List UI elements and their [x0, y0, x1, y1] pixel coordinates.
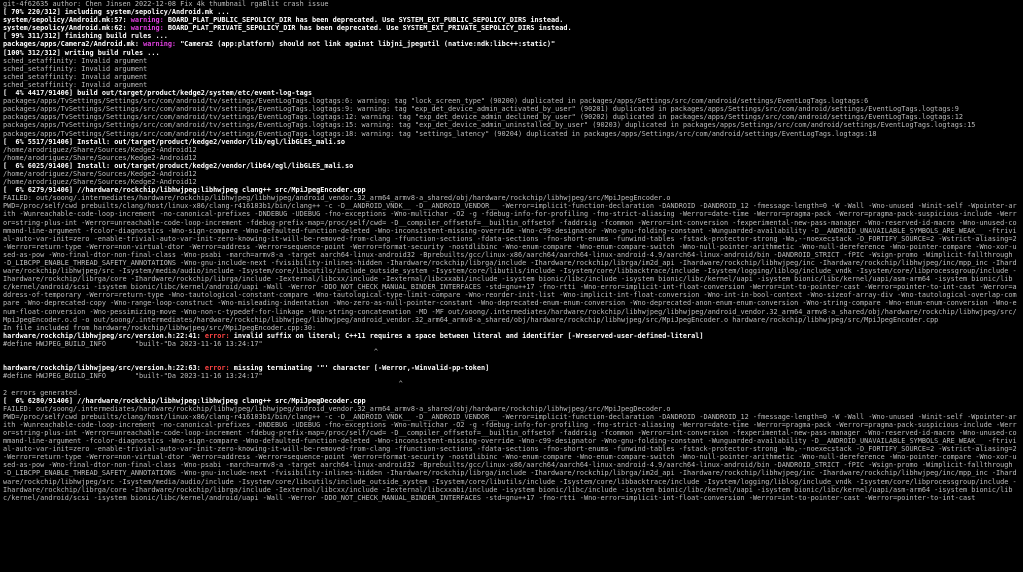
terminal-line — [3, 32, 1019, 40]
error-label: error: — [204, 364, 234, 373]
line-segment: [ 4% 4417/91406] build out/target/product/kedge2/system/etc/event-log-tags — [3, 89, 313, 98]
line-segment: [ 70% 220/312] including system/sepolicy/Android.mk ... — [3, 8, 230, 17]
terminal-line: ^ — [3, 380, 403, 389]
error-label: error: — [204, 331, 234, 340]
terminal-line — [3, 364, 1019, 372]
line-segment: BOARD_PLAT_PUBLIC_SEPOLICY_DIR has been deprecated. Use SYSTEM_EXT_PUBLIC_SEPOLICY_DIRS instead. — [167, 16, 564, 25]
terminal-line: packages/apps/TvSettings/Settings/src/com/android/tv/settings/EventLogTags.logtags:12: warning: tag "exp_det_device_admin_declined_by_user" (90202) duplicated in packages/apps/Settings/src/com/android/settings/EventLogTags.logtags:12 — [3, 113, 964, 122]
terminal-line — [3, 332, 1019, 340]
terminal-line — [3, 138, 1019, 146]
line-segment: BOARD_PLAT_PRIVATE_SEPOLICY_DIR has been deprecated. Use SYSTEM_EXT_PRIVATE_SEPOLICY_DIRS instead. — [167, 24, 572, 33]
terminal-line: ^ — [3, 348, 378, 357]
terminal-line: PWD=/proc/self/cwd prebuilts/clang/host/linux-x86/clang-r416183b1/bin/clang++ -c -D__ANDROID_VNDK__ -D__ANDROID_VENDOR__ -Werror=implicit-function-declaration -DANDROID -DANDROID_12 -fmessage-length=0 -W -Wall -Wno-unused -Winit-self -Wpointer-arith -Wunreachable-code-loop-increment -no-canonical-prefixes -DNDEBUG -UDEBUG -fno-exceptions -Wno-multichar -O2 -g -fdebug-info-for-profiling -fno-strict-aliasing -Werror=date-time -Werror=pragma-pack -Werror=pragma-pack-suspicious-include -Werror=string-plus-int -Werror=unreachable-code-loop-increment -fdebug-prefix-map=/proc/self/cwd= -D__compiler_offsetof=__builtin_offsetof -faddrsig -fcommon -Werror=int-conversion -fexperimental-new-pass-manager -Wno-reserved-id-macro -Wno-unused-command-line-argument -fcolor-diagnostics -Wno-sign-compare -Wno-defaulted-function-deleted -Wno-inconsistent-missing-override -Wno-c99-designator -Wno-gnu-folding-constant -Wunguarded-availability -D__ANDROID_UNAVAILABLE_SYMBOLS_ARE_WEAK__ -ftrivial-auto-var-init=zero -enable-trivial-auto-var-init-zero-knowing-it-will-be-removed-from-clang -ffunction-sections -fdata-sections -fno-short-enums -funwind-tables -fstack-protector-strong -Wa,--noexecstack -D_FORTIFY_SOURCE=2 -Wstrict-aliasing=2 -Werror=return-type -Werror=non-virtual-dtor -Werror=address -Werror=sequence-point -Werror=format-security -nostdlibinc -Wno-enum-compare -Wno-enum-compare-switch -Wno-null-pointer-arithmetic -Wno-null-dereference -Wno-pointer-compare -Wno-xor-used-as-pow -Wno-final-dtor-non-final-class -Wno-psabi -march=armv8-a -target aarch64-linux-android32 -Bprebuilts/gcc/linux-x86/aarch64/aarch64-linux-android-4.9/aarch64-linux-android/bin -DANDROID_STRICT -fPIC -Wsign-promo -Wimplicit-fallthrough -D_LIBCPP_ENABLE_THREAD_SAFETY_ANNOTATIONS -Wno-gnu-include-next -fvisibility-inlines-hidden -Ihardware/rockchip/librga/include -Ihardware/rockchip/librga/im2d_api -Ihardware/rockchip/libhwjpeg/inc -Ihardware/rockchip/libhwjpeg/inc/mpp_inc -Ihardware/rockchip/libhwjpeg/src -Isystem/media/audio/include -Isystem/core/libcutils/include_outside_system -Isystem/core/libutils/include -Isystem/core/libbacktrace/include -Isystem/logging/liblog/include_vndk -Isystem/core/libprocessgroup/include -Ihardware/rockchip/librga/core -Ihardware/rockchip/librga/include -Iexternal/libcxx/include -Iexternal/libcxxabi/include -isystem bionic/libc/include -isystem bionic/libc/kernel/uapi -isystem bionic/libc/kernel/uapi/asm-arm64 -isystem bionic/libc/kernel/android/scsi -isystem bionic/libc/kernel/android/uapi -Wall -Werror -DDO_NOT_CHECK_MANUAL_BINDER_INTERFACES -std=gnu++17 -fno-rtti -Wno-error=implicit-int-float-conversion -Werror=int-to-pointer-cast -Werror=pointer-to-int-cast — [3, 412, 1021, 502]
line-segment: [ 6% 6280/91406] //hardware/rockchip/libhwjpeg:libhwjpeg clang++ src/MpiJpegDecoder.cpp — [3, 396, 366, 405]
terminal-line — [3, 40, 1019, 48]
terminal-line: #define HWJPEG_BUILD_INFO "built-"Da 2023-11-16 13:24:17" — [3, 372, 263, 381]
terminal-line — [3, 49, 1019, 57]
terminal-line — [3, 89, 1019, 97]
line-segment: invalid suffix on literal; C++11 requires a space between literal and identifier [-Wreserved-user-defined-literal] — [233, 331, 704, 340]
line-segment: system/sepolicy/Android.mk:62: — [3, 24, 131, 33]
warning-label: warning: — [130, 24, 168, 33]
terminal-line: packages/apps/TvSettings/Settings/src/com/android/tv/settings/EventLogTags.logtags:6: warning: tag "lock_screen_type" (90200) duplicated in packages/apps/Settings/src/com/android/settings/EventLogTags.logtags:6 — [3, 97, 869, 106]
line-segment: [ 99% 311/312] finishing build rules ... — [3, 32, 168, 41]
terminal-line: /home/arodriguez/Share/Sources/Kedge2-Android12 — [3, 169, 197, 178]
terminal-line: /home/arodriguez/Share/Sources/Kedge2-Android12 — [3, 145, 197, 154]
terminal-line — [3, 186, 1019, 194]
terminal-line: /home/arodriguez/Share/Sources/Kedge2-Android12 — [3, 178, 197, 187]
line-segment: [100% 312/312] writing build rules ... — [3, 48, 160, 57]
terminal-line: sched_setaffinity: Invalid argument — [3, 72, 148, 81]
line-segment: [ 6% 6279/91406] //hardware/rockchip/libhwjpeg:libhwjpeg clang++ src/MpiJpegEncoder.cpp — [3, 186, 366, 195]
line-segment: [ 6% 5517/91406] Install: out/target/product/kedge2/vendor/lib/egl/libGLES_mali.so — [3, 137, 345, 146]
terminal-line: git-4f62635 author: Chen Jinsen 2022-12-08 Fix 4k thumbnail rgaBlit crash issue — [3, 0, 329, 8]
terminal-line: sched_setaffinity: Invalid argument — [3, 64, 148, 73]
terminal-line — [3, 162, 1019, 170]
terminal-line — [3, 397, 1019, 405]
terminal-line: PWD=/proc/self/cwd prebuilts/clang/host/linux-x86/clang-r416183b1/bin/clang++ -c -D__ANDROID_VNDK__ -D__ANDROID_VENDOR__ -Werror=implicit-function-declaration -DANDROID -DANDROID_12 -fmessage-length=0 -W -Wall -Wno-unused -Winit-self -Wpointer-arith -Wunreachable-code-loop-increment -no-canonical-prefixes -DNDEBUG -UDEBUG -fno-exceptions -Wno-multichar -O2 -g -fdebug-info-for-profiling -fno-strict-aliasing -Werror=date-time -Werror=pragma-pack -Werror=pragma-pack-suspicious-include -Werror=string-plus-int -Werror=unreachable-code-loop-increment -fdebug-prefix-map=/proc/self/cwd= -D__compiler_offsetof=__builtin_offsetof -faddrsig -fcommon -Werror=int-conversion -fexperimental-new-pass-manager -Wno-reserved-id-macro -Wno-unused-command-line-argument -fcolor-diagnostics -Wno-sign-compare -Wno-defaulted-function-deleted -Wno-inconsistent-missing-override -Wno-c99-designator -Wno-gnu-folding-constant -Wunguarded-availability -D__ANDROID_UNAVAILABLE_SYMBOLS_ARE_WEAK__ -ftrivial-auto-var-init=zero -enable-trivial-auto-var-init-zero-knowing-it-will-be-removed-from-clang -ffunction-sections -fdata-sections -fno-short-enums -funwind-tables -fstack-protector-strong -Wa,--noexecstack -D_FORTIFY_SOURCE=2 -Wstrict-aliasing=2 -Werror=return-type -Werror=non-virtual-dtor -Werror=address -Werror=sequence-point -Werror=format-security -nostdlibinc -Wno-enum-compare -Wno-enum-compare-switch -Wno-null-pointer-arithmetic -Wno-null-dereference -Wno-pointer-compare -Wno-xor-used-as-pow -Wno-final-dtor-non-final-class -Wno-psabi -march=armv8-a -target aarch64-linux-android32 -Bprebuilts/gcc/linux-x86/aarch64/aarch64-linux-android-4.9/aarch64-linux-android/bin -DANDROID_STRICT -fPIC -Wsign-promo -Wimplicit-fallthrough -D_LIBCPP_ENABLE_THREAD_SAFETY_ANNOTATIONS -Wno-gnu-include-next -fvisibility-inlines-hidden -Ihardware/rockchip/librga/include -Ihardware/rockchip/librga/im2d_api -Ihardware/rockchip/libhwjpeg/inc -Ihardware/rockchip/libhwjpeg/inc/mpp_inc -Ihardware/rockchip/libhwjpeg/src -Isystem/media/audio/include -Isystem/core/libcutils/include_outside_system -Isystem/core/libutils/include -Isystem/core/libbacktrace/include -Isystem/logging/liblog/include_vndk -Isystem/core/libprocessgroup/include -Ihardware/rockchip/librga/core -Ihardware/rockchip/librga/include -Iexternal/libcxx/include -Iexternal/libcxxabi/include -isystem bionic/libc/include -isystem bionic/libc/kernel/uapi -isystem bionic/libc/kernel/uapi/asm-arm64 -isystem bionic/libc/kernel/android/scsi -isystem bionic/libc/kernel/android/uapi -Wall -Werror -DDO_NOT_CHECK_MANUAL_BINDER_INTERFACES -std=gnu++17 -fno-rtti -Wno-error=implicit-int-float-conversion -Werror=int-to-pointer-cast -Werror=pointer-to-int-cast -Werror=address-of-temporary -Werror=return-type -Wno-tautological-constant-compare -Wno-tautological-type-limit-compare -Wno-reorder-init-list -Wno-implicit-int-float-conversion -Wno-int-in-bool-context -Wno-sizeof-array-div -Wno-tautological-overlap-compare -Wno-deprecated-copy -Wno-range-loop-construct -Wno-misleading-indentation -Wno-zero-as-null-pointer-constant -Wno-deprecated-enum-enum-conversion -Wno-deprecated-anon-enum-enum-conversion -Wno-string-compare -Wno-enum-enum-conversion -Wno-enum-float-conversion -Wno-pessimizing-move -Wno-non-c-typedef-for-linkage -Wno-string-concatenation -MD -MF out/soong/.intermediates/hardware/rockchip/libhwjpeg/libhwjpeg/android_vendor.32_arm64_armv8-a_shared/obj/hardware/rockchip/libhwjpeg/src/MpiJpegEncoder.o.d -o out/soong/.intermediates/hardware/rockchip/libhwjpeg/libhwjpeg/android_vendor.32_arm64_armv8-a_shared/obj/hardware/rockchip/libhwjpeg/src/MpiJpegEncoder.o hardware/rockchip/libhwjpeg/src/MpiJpegEncoder.cpp — [3, 202, 1021, 324]
terminal-line: /home/arodriguez/Share/Sources/Kedge2-Android12 — [3, 153, 197, 162]
terminal-line: 2 errors generated. — [3, 388, 82, 397]
terminal-line — [3, 16, 1019, 24]
terminal-line: sched_setaffinity: Invalid argument — [3, 80, 148, 89]
terminal-line: packages/apps/TvSettings/Settings/src/com/android/tv/settings/EventLogTags.logtags:9: warning: tag "exp_det_device_admin_activated_by_user" (90201) duplicated in packages/apps/Settings/src/com/android/settings/EventLogTags.logtags:9 — [3, 105, 959, 114]
terminal-line: FAILED: out/soong/.intermediates/hardware/rockchip/libhwjpeg/libhwjpeg/android_vendor.32_arm64_armv8-a_shared/obj/hardware/rockchip/libhwjpeg/src/MpiJpegDecoder.o — [3, 404, 671, 413]
terminal-line: sched_setaffinity: Invalid argument — [3, 56, 148, 65]
line-segment: packages/apps/Camera2/Android.mk: — [3, 40, 144, 49]
terminal-line — [3, 24, 1019, 32]
line-segment: "Camera2 (app:platform) should not link against libjni_jpegutil (native:ndk:libc++:static)" — [180, 40, 556, 49]
warning-label: warning: — [143, 40, 181, 49]
line-segment: [ 6% 6025/91406] Install: out/target/product/kedge2/vendor/lib64/egl/libGLES_mali.so — [3, 161, 354, 170]
terminal-line — [3, 356, 1019, 364]
terminal-line: packages/apps/TvSettings/Settings/src/com/android/tv/settings/EventLogTags.logtags:15: warning: tag "exp_det_device_admin_uninstalled_by_user" (90203) duplicated in packages/apps/Settings/src/com/android/settings/EventLogTags.logtags:15 — [3, 121, 976, 130]
line-segment: system/sepolicy/Android.mk:57: — [3, 16, 131, 25]
terminal-line: packages/apps/TvSettings/Settings/src/com/android/tv/settings/EventLogTags.logtags:18: warning: tag "settings_latency" (90204) duplicated in packages/apps/Settings/src/com/android/settings/EventLogTags.logtags:18 — [3, 129, 877, 138]
line-segment: hardware/rockchip/libhwjpeg/src/version.h:22:63: — [3, 364, 205, 373]
terminal-line — [3, 8, 1019, 16]
line-segment: hardware/rockchip/libhwjpeg/src/version.h:22:41: — [3, 331, 205, 340]
terminal-line: FAILED: out/soong/.intermediates/hardware/rockchip/libhwjpeg/libhwjpeg/android_vendor.32_arm64_armv8-a_shared/obj/hardware/rockchip/libhwjpeg/src/MpiJpegEncoder.o — [3, 194, 671, 203]
terminal-line: #define HWJPEG_BUILD_INFO "built-"Da 2023-11-16 13:24:17" — [3, 339, 263, 348]
terminal-line: In file included from hardware/rockchip/libhwjpeg/src/MpiJpegEncoder.cpp:30: — [3, 323, 317, 332]
warning-label: warning: — [130, 16, 168, 25]
line-segment: missing terminating '"' character [-Werror,-Winvalid-pp-token] — [233, 364, 490, 373]
